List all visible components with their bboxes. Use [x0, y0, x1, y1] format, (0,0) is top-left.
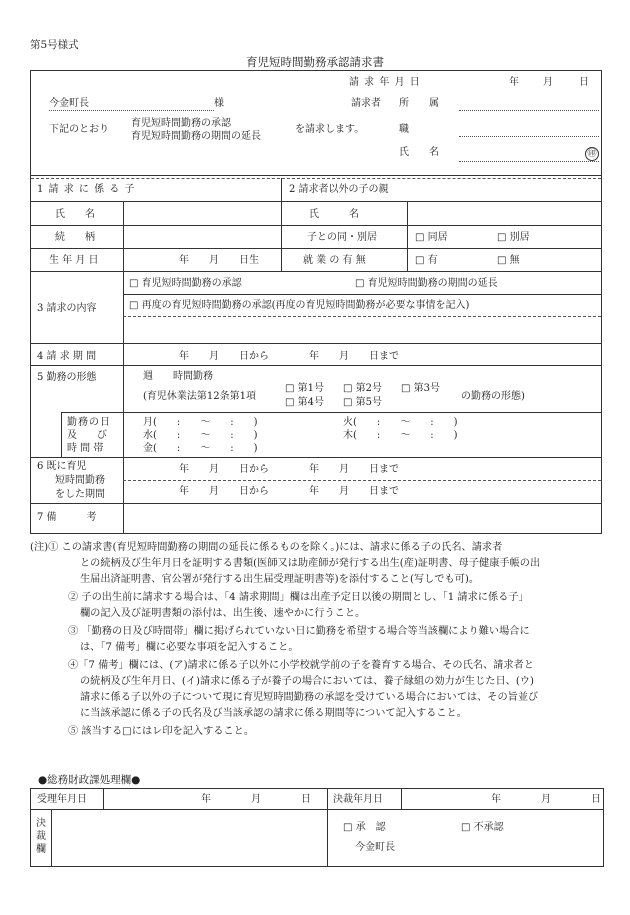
section7-label: 7 備 考	[37, 512, 97, 523]
birth-value[interactable]: 年 月 日生	[179, 255, 259, 266]
parent-name-label: 氏 名	[309, 209, 359, 220]
request-date-label: 請 求 年 月 日	[349, 77, 421, 88]
cohab-same-checkbox[interactable]: □ 同居	[415, 232, 448, 243]
work-days-label-2: 及 び	[67, 430, 107, 441]
position-field[interactable]	[459, 124, 599, 137]
affiliation-label: 所 属	[399, 98, 439, 109]
request-form	[30, 70, 602, 534]
note-line: ③ 「勤務の日及び時間帯」欄に掲げられていない日に勤務を希望する場合等当該欄により難い場合に	[68, 626, 530, 637]
weekly-hours[interactable]: 週 時間勤務	[143, 371, 213, 382]
disapprove-checkbox[interactable]: □ 不承認	[461, 822, 504, 833]
employment-yes-checkbox[interactable]: □ 有	[415, 255, 438, 266]
section5-label: 5 勤務の形態	[37, 372, 97, 383]
content-approval-checkbox[interactable]: □ 育児短時間勤務の承認	[129, 278, 242, 289]
option-extension: 育児短時間勤務の期間の延長	[131, 131, 261, 142]
birth-label: 生 年 月 日	[49, 255, 99, 266]
note-line: ④「7 備考」欄には、(ア)請求に係る子以外に小学校就学前の子を養育する場合、その氏名、請求者と	[68, 660, 534, 671]
note-line: (注)① この請求書(育児短時間勤務の期間の延長に係るものを除く。)には、請求に係る子の氏名、請求者	[30, 542, 503, 553]
mayor-label: 今金町長	[355, 842, 395, 853]
friday-hours[interactable]: 金( : 〜 : )	[143, 443, 258, 454]
approve-checkbox[interactable]: □ 承 認	[343, 822, 386, 833]
item1-checkbox[interactable]: □ 第1号	[285, 383, 324, 394]
note-line: 欄の記入及び証明書類の添付は、出生後、速やかに行うこと。	[80, 608, 366, 619]
section4-label: 4 請 求 期 間	[37, 351, 97, 362]
decided-date-label: 決裁年月日	[333, 794, 383, 805]
option-approval: 育児短時間勤務の承認	[131, 118, 231, 129]
law-reference: (育児休業法第12条第1項	[143, 391, 256, 402]
form-title: 育児短時間勤務承認請求書	[246, 55, 384, 69]
date-year: 年	[509, 77, 519, 88]
affiliation-field[interactable]	[459, 98, 599, 111]
note-line: ② 子の出生前に請求する場合は、「4 請求期間」欄は出産予定日以後の期間とし、「1 請求に係る子」	[68, 592, 529, 603]
note-line: に当該承認に係る子の氏名及び当該承認の請求に係る期間等について記入すること。	[80, 708, 467, 719]
work-form-suffix: の勤務の形態)	[461, 391, 525, 402]
content-reapproval-checkbox[interactable]: □ 再度の育児短時間勤務の承認(再度の育児短時間勤務が必要な事情を記入)	[129, 300, 470, 311]
item5-checkbox[interactable]: □ 第5号	[343, 397, 382, 408]
cohab-separate-checkbox[interactable]: □ 別居	[497, 232, 530, 243]
form-number: 第5号様式	[30, 39, 79, 51]
previous-period-2[interactable]: 年 月 日から 年 月 日まで	[179, 486, 399, 497]
request-period-value[interactable]: 年 月 日から 年 月 日まで	[179, 351, 399, 362]
office-processing-table	[30, 788, 604, 867]
child-name-label: 氏 名	[55, 209, 95, 220]
work-days-label-3: 時 間 帯	[67, 443, 104, 454]
decided-date-value[interactable]: 年 月 日	[491, 794, 601, 805]
note-line: との続柄及び生年月日を証明する書類(医師又は助産師が発行する出生(産)証明書、母子健康手帳の出	[80, 558, 541, 569]
office-section-title: ●総務財政課処理欄●	[38, 774, 141, 786]
addressee: 今金町長 様	[49, 98, 224, 109]
employment-no-checkbox[interactable]: □ 無	[497, 255, 520, 266]
received-date-label: 受理年月日	[37, 794, 87, 805]
wednesday-hours[interactable]: 水( : 〜 : )	[143, 430, 258, 441]
section2-title: 2 請求者以外の子の親	[289, 184, 389, 195]
employment-label: 就 業 の 有 無	[303, 255, 366, 266]
content-extension-checkbox[interactable]: □ 育児短時間勤務の期間の延長	[355, 278, 498, 289]
relation-label: 続 柄	[55, 232, 95, 243]
requester-label: 請求者	[351, 98, 381, 109]
position-label: 職	[399, 124, 409, 135]
section6-label-3: をした期間	[55, 489, 105, 500]
note-line: 生届出済証明書、官公署が発行する出生届受理証明書等)を添付すること(写しでも可)。	[80, 574, 480, 585]
received-date-value[interactable]: 年 月 日	[201, 794, 311, 805]
note-line: ⑤ 該当する□にはレ印を記入すること。	[68, 726, 255, 737]
tuesday-hours[interactable]: 火( : 〜 : )	[343, 417, 458, 428]
note-line: 請求に係る子以外の子について現に育児短時間勤務の承認を受けている場合においては、その旨並び	[80, 692, 539, 703]
note-line: は、「7 備考」欄に必要な事項を記入すること。	[80, 642, 299, 653]
cohab-label: 子との同・別居	[307, 232, 377, 243]
item2-checkbox[interactable]: □ 第2号	[343, 383, 382, 394]
section1-title: 1 請 求 に 係 る 子	[37, 184, 136, 195]
below-text: 下記のとおり	[49, 124, 109, 135]
request-suffix: を請求します。	[295, 124, 365, 135]
name-field[interactable]	[459, 147, 599, 162]
date-month: 月	[543, 77, 553, 88]
monday-hours[interactable]: 月( : 〜 : )	[143, 417, 258, 428]
kessai-label: 決裁欄	[36, 818, 46, 855]
section3-label: 3 請求の内容	[37, 303, 97, 314]
thursday-hours[interactable]: 木( : 〜 : )	[343, 430, 458, 441]
item3-checkbox[interactable]: □ 第3号	[401, 383, 440, 394]
item4-checkbox[interactable]: □ 第4号	[285, 397, 324, 408]
seal-icon: ㊞	[585, 147, 599, 161]
section6-label-2: 短時間勤務	[55, 475, 105, 486]
date-day: 日	[579, 77, 589, 88]
previous-period-1[interactable]: 年 月 日から 年 月 日まで	[179, 464, 399, 475]
name-label: 氏 名	[399, 147, 439, 158]
note-line: の続柄及び生年月日、(イ)請求に係る子が養子の場合においては、養子縁組の効力が生じた日、(ウ)	[80, 676, 534, 687]
work-days-label-1: 勤務の日	[67, 417, 111, 428]
section6-label-1: 6 既に育児	[37, 461, 87, 472]
